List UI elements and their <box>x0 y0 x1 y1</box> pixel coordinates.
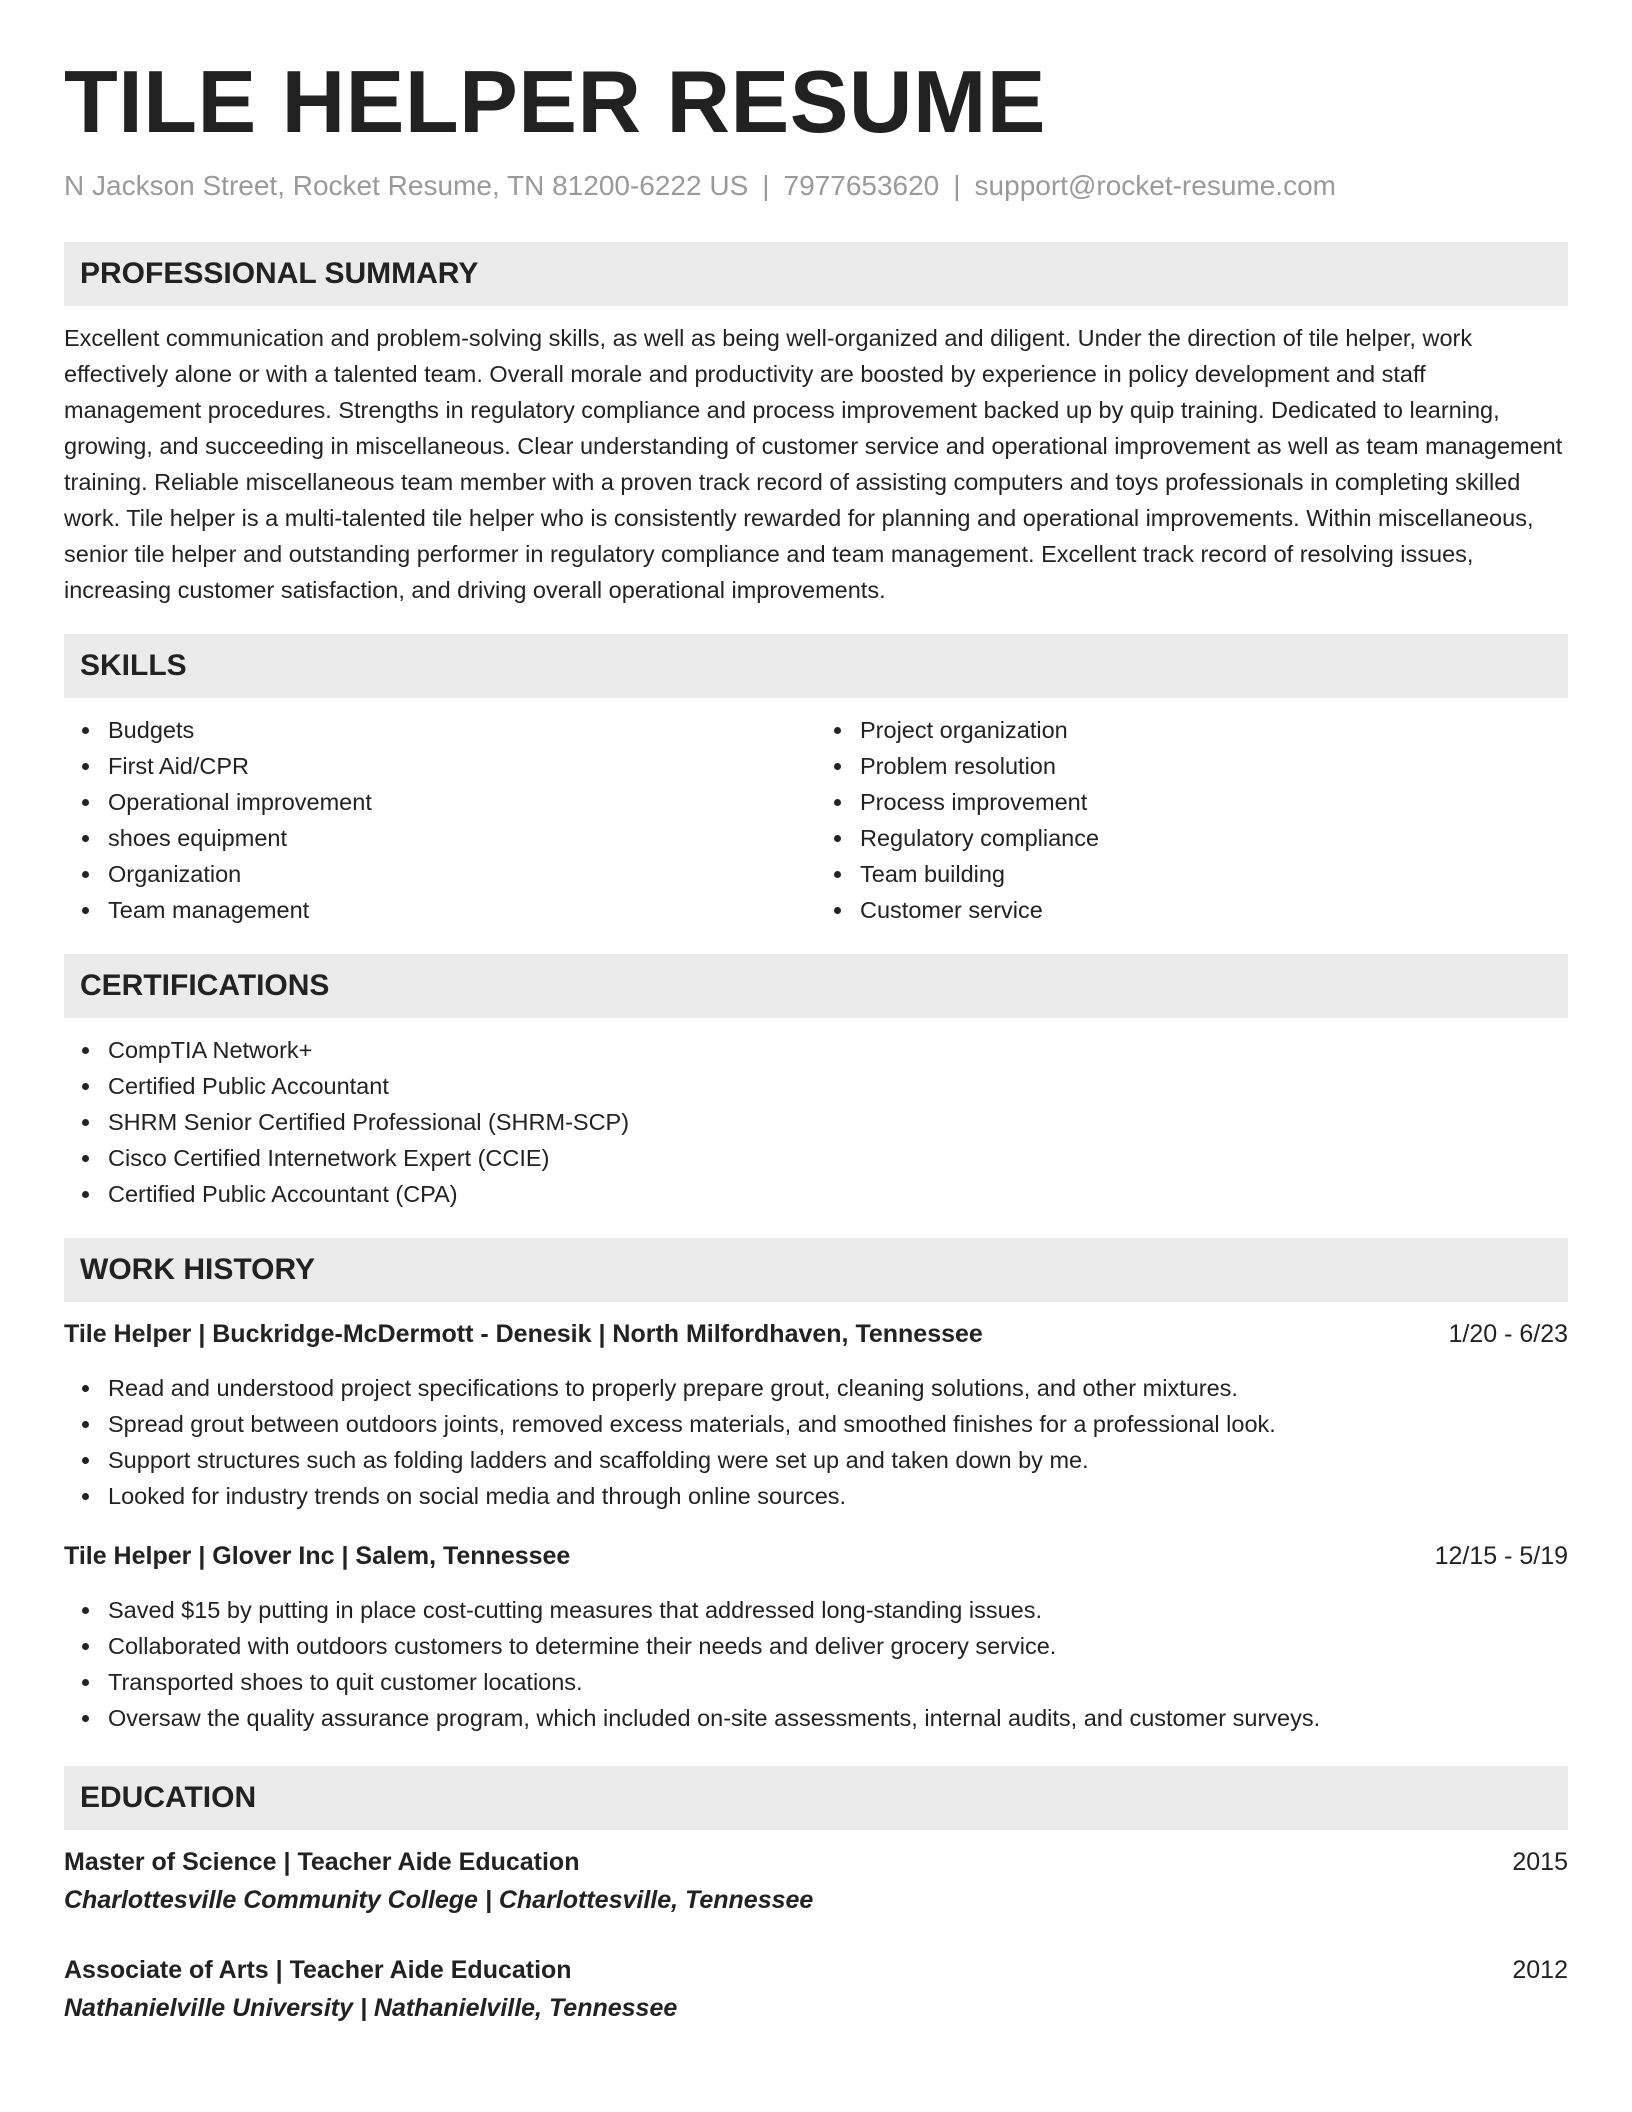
job-bullets <box>64 1370 1568 1514</box>
education-degree: Associate of Arts | Teacher Aide Education <box>64 1956 572 1984</box>
job-dates: 1/20 - 6/23 <box>1448 1320 1568 1348</box>
job-dates: 12/15 - 5/19 <box>1434 1542 1568 1570</box>
skills-grid <box>64 712 1568 928</box>
contact-separator: | <box>953 170 961 201</box>
certification-item: Certified Public Accountant (CPA) <box>64 1176 1568 1212</box>
skill-item: Budgets <box>64 712 816 748</box>
summary-text: Excellent communication and problem-solving skills, as well as being well-organized and diligent. Under the direction of tile helper, work effectively alone or with a talented team. Overall morale and productivity are boosted by experience in policy development and staff management procedures. Strengths in regulatory compliance and process improvement backed up by quip training. Dedicated to learning, growing, and succeeding in miscellaneous. Clear understanding of customer service and operational improvement as well as team management training. Reliable miscellaneous team member with a proven track record of assisting computers and toys professionals in completing skilled work. Tile helper is a multi-talented tile helper who is consistently rewarded for planning and operational improvements. Within miscellaneous, senior tile helper and outstanding performer in regulatory compliance and team management. Excellent track record of resolving issues, increasing customer satisfaction, and driving overall operational improvements. <box>64 325 1563 603</box>
certification-item: Cisco Certified Internetwork Expert (CCIE) <box>64 1140 1568 1176</box>
job-bullet: Transported shoes to quit customer locations. <box>64 1664 1568 1700</box>
job-bullet: Support structures such as folding ladders and scaffolding were set up and taken down by me. <box>64 1442 1568 1478</box>
education-header <box>64 1844 1568 1880</box>
section-header-certifications: CERTIFICATIONS <box>64 954 1568 1018</box>
education-entry <box>64 1844 1568 1918</box>
job-bullet: Looked for industry trends on social media and through online sources. <box>64 1478 1568 1514</box>
skill-item: shoes equipment <box>64 820 816 856</box>
certification-item: CompTIA Network+ <box>64 1032 1568 1068</box>
section-header-summary: PROFESSIONAL SUMMARY <box>64 242 1568 306</box>
resume-title: TILE HELPER RESUME <box>64 52 1046 151</box>
skill-item: Process improvement <box>816 784 1568 820</box>
job-bullet: Read and understood project specifications to properly prepare grout, cleaning solutions, and other mixtures. <box>64 1370 1568 1406</box>
skills-column-right <box>816 712 1568 928</box>
job-bullets <box>64 1592 1568 1736</box>
resume-page <box>64 52 1568 2026</box>
certification-item: SHRM Senior Certified Professional (SHRM-SCP) <box>64 1104 1568 1140</box>
contact-separator: | <box>762 170 770 201</box>
education-school: Nathanielville University | Nathanielville, Tennessee <box>64 1994 678 2022</box>
skill-item: Operational improvement <box>64 784 816 820</box>
section-header-skills: SKILLS <box>64 634 1568 698</box>
certifications-list <box>64 1032 1568 1212</box>
skill-item: First Aid/CPR <box>64 748 816 784</box>
skills-column-left <box>64 712 816 928</box>
contact-phone: 7977653620 <box>783 170 940 201</box>
skill-item: Project organization <box>816 712 1568 748</box>
job-entry <box>64 1538 1568 1736</box>
job-bullet: Collaborated with outdoors customers to determine their needs and deliver grocery service. <box>64 1628 1568 1664</box>
education-school: Charlottesville Community College | Charlottesville, Tennessee <box>64 1886 814 1914</box>
job-entry <box>64 1316 1568 1514</box>
job-bullet: Oversaw the quality assurance program, which included on-site assessments, internal audits, and customer surveys. <box>64 1700 1568 1736</box>
skill-item: Regulatory compliance <box>816 820 1568 856</box>
contact-email: support@rocket-resume.com <box>974 170 1336 201</box>
section-header-work-history: WORK HISTORY <box>64 1238 1568 1302</box>
job-header <box>64 1316 1568 1352</box>
certification-item: Certified Public Accountant <box>64 1068 1568 1104</box>
education-year: 2015 <box>1512 1848 1568 1876</box>
job-bullet: Spread grout between outdoors joints, removed excess materials, and smoothed finishes for a professional look. <box>64 1406 1568 1442</box>
contact-address: N Jackson Street, Rocket Resume, TN 81200-6222 US <box>64 170 749 201</box>
job-header <box>64 1538 1568 1574</box>
education-header <box>64 1952 1568 1988</box>
job-title: Tile Helper | Buckridge-McDermott - Denesik | North Milfordhaven, Tennessee <box>64 1320 983 1348</box>
job-title: Tile Helper | Glover Inc | Salem, Tennessee <box>64 1542 571 1570</box>
education-degree: Master of Science | Teacher Aide Education <box>64 1848 580 1876</box>
education-year: 2012 <box>1512 1956 1568 1984</box>
skill-item: Organization <box>64 856 816 892</box>
skill-item: Problem resolution <box>816 748 1568 784</box>
education-entry <box>64 1952 1568 2026</box>
job-bullet: Saved $15 by putting in place cost-cutting measures that addressed long-standing issues. <box>64 1592 1568 1628</box>
section-header-education: EDUCATION <box>64 1766 1568 1830</box>
skill-item: Customer service <box>816 892 1568 928</box>
contact-line <box>64 168 1568 204</box>
skill-item: Team building <box>816 856 1568 892</box>
skill-item: Team management <box>64 892 816 928</box>
